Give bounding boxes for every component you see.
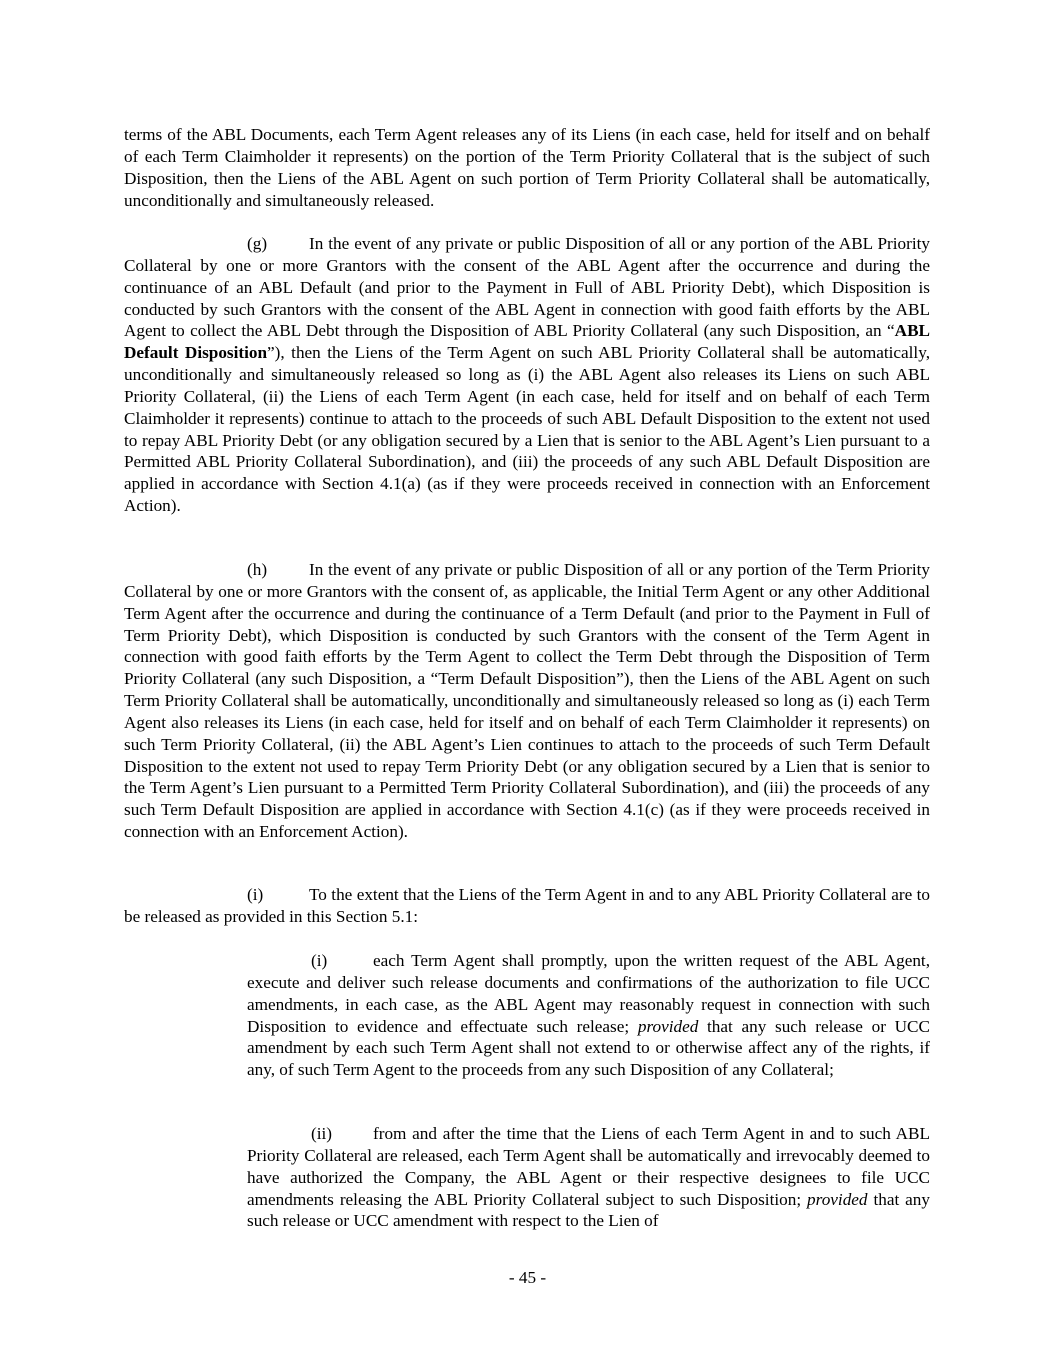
subparagraph-i-label: (i)	[311, 951, 328, 970]
paragraph-i	[124, 884, 930, 928]
subparagraph-ii-text-before: from and after the time that the Liens of each Term Agent in and to such ABL Priority Collateral are released, each Term Agent shall be automatically and irrevocably deemed to have authorized the Company, the ABL Agent or their respective designees to file UCC amendments releasing the ABL Priority Collateral subject to such Disposition;	[247, 1124, 930, 1209]
subparagraph-ii-provided: provided	[807, 1189, 868, 1209]
subparagraph-i-text-after: that any such release or UCC amendment by each such Term Agent shall not extend to or otherwise affect any of the rights, if any, of such Term Agent to the proceeds from any such Disposition of any Collateral;	[247, 1016, 930, 1080]
subparagraph-i-text-before: each Term Agent shall promptly, upon the written request of the ABL Agent, execute and deliver such release documents and confirmations of the authorization to file UCC amendments, in each case, as the ABL Agent may reasonably request in connection with such Disposition to evidence and effectuate such release;	[247, 951, 930, 1036]
paragraph-h-text: In the event of any private or public Disposition of all or any portion of the Term Priority Collateral by one or more Grantors with the consent of, as applicable, the Initial Term Agent or any other Additional Term Agent after the occurrence and during the continuance of a Term Default (and prior to the Payment in Full of Term Priority Debt), which Disposition is conducted by such Grantors with the consent of the Term Agent in connection with good faith efforts by the Term Agent to collect the Term Debt through the Disposition of Term Priority Collateral (any such Disposition, a “Term Default Disposition”), then the Liens of the ABL Agent on such Term Priority Collateral shall be automatically, unconditionally and simultaneously released so long as (i) each Term Agent also releases its Liens (in each case, held for itself and on behalf of each Term Claimholder it represents) on such Term Priority Collateral, (ii) the ABL Agent’s Lien continues to attach to the proceeds of such Term Default Disposition to the extent not used to repay Term Priority Debt (or any obligation secured by a Lien that is senior to the Term Agent’s Lien pursuant to a Permitted Term Priority Collateral Subordination), and (iii) the proceeds of any such Term Default Disposition are applied in accordance with Section 4.1(c) (as if they were proceeds received in connection with an Enforcement Action).	[124, 560, 930, 842]
paragraph-g-text-after: ”), then the Liens of the Term Agent on such ABL Priority Collateral shall be automatically, unconditionally and simultaneously released so long as (i) the ABL Agent also releases its Liens on such ABL Priority Collateral, (ii) the Liens of each Term Agent (in each case, held for itself and on behalf of each Term Claimholder it represents) continue to attach to the proceeds of such ABL Default Disposition to the extent not used to repay ABL Priority Debt (or any obligation secured by a Lien that is senior to the ABL Agent’s Lien pursuant to a Permitted ABL Priority Collateral Subordination), and (iii) the proceeds of any such ABL Default Disposition are applied in accordance with Section 4.1(a) (as if they were proceeds received in connection with an Enforcement Action).	[124, 343, 930, 516]
paragraph-g-label: (g)	[247, 234, 268, 253]
paragraph-h	[124, 559, 930, 843]
subparagraph-ii-text-after: that any such release or UCC amendment with respect to the Lien of	[247, 1189, 930, 1231]
paragraph-i-text: To the extent that the Liens of the Term Agent in and to any ABL Priority Collateral are to be released as provided in this Section 5.1:	[124, 885, 930, 926]
page-number: - 45 -	[508, 1268, 547, 1287]
paragraph-g-text-before: In the event of any private or public Disposition of all or any portion of the ABL Priority Collateral by one or more Grantors with the consent of the ABL Agent after the occurrence and during the continuance of an ABL Default (and prior to the Payment in Full of ABL Priority Debt), which Disposition is conducted by such Grantors with the consent of the ABL Agent in connection with good faith efforts by the ABL Agent to collect the ABL Debt through the Disposition of ABL Priority Collateral (any such Disposition, an “	[124, 234, 930, 341]
subparagraph-i	[247, 950, 930, 1081]
subparagraph-ii	[247, 1123, 930, 1232]
subparagraph-ii-label: (ii)	[311, 1124, 332, 1143]
paragraph-i-label: (i)	[247, 885, 264, 904]
subparagraph-i-provided: provided	[637, 1016, 699, 1036]
paragraph-h-label: (h)	[247, 560, 268, 579]
paragraph-g	[124, 233, 930, 517]
defined-term-abl-default-disposition: ABL Default Disposition	[124, 321, 930, 363]
paragraph-continuation: terms of the ABL Documents, each Term Agent releases any of its Liens (in each case, held for itself and on behalf of each Term Claimholder it represents) on the portion of the Term Priority Collateral that is the subject of such Disposition, then the Liens of the ABL Agent on such portion of Term Priority Collateral shall be automatically, unconditionally and simultaneously released.	[124, 125, 930, 210]
